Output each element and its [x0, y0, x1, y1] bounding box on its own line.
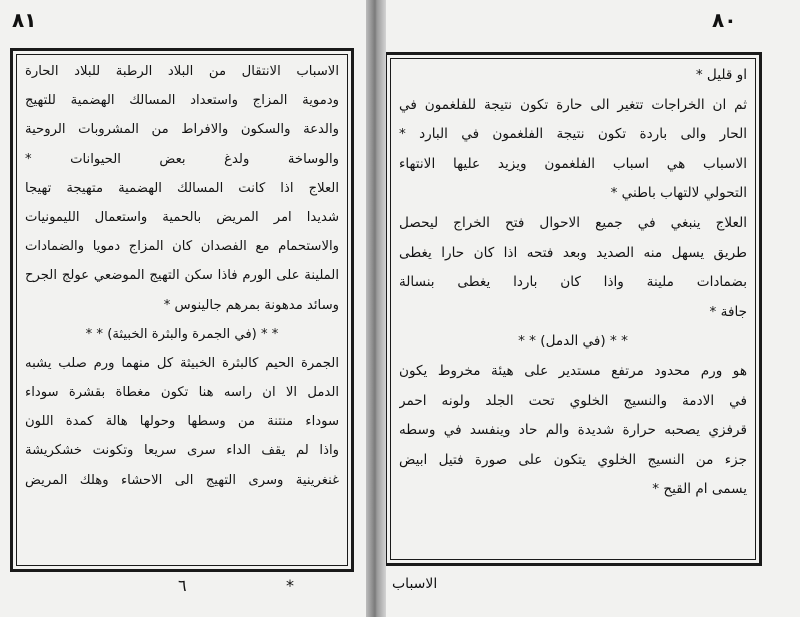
left-page [0, 0, 372, 617]
text-line: العلاج اذا كانت المسالك الهضمية متهيجة تهيجا [25, 180, 339, 196]
text-frame [384, 52, 762, 566]
text-line: في الادمة والنسيج الخلوي تحت الجلد ولونه احمر [399, 392, 747, 409]
text-block [25, 57, 339, 495]
page-number: ٨٠ [712, 8, 737, 32]
text-line: هو ورم محدود مرتفع مستدير على هيئة مخروط يكون [399, 362, 747, 379]
text-line: جافة * [709, 303, 747, 320]
text-line: الملينة على الورم فاذا سكن التهيج الموضعي عولج الجرح [25, 268, 339, 284]
text-line: ثم ان الخراجات تتغير الى حارة تكون نتيجة للفلغمون في [399, 96, 747, 113]
page-number: ٨١ [12, 8, 37, 32]
catchword: الاسباب [392, 576, 438, 592]
book-gutter [366, 0, 386, 617]
text-line: جزء من النسيج الخلوي يتكون على صورة فتيل ابيض [399, 451, 747, 468]
right-page [380, 0, 800, 617]
text-line: واذا لم يقف الداء سرى سريعا وتكونت خشكريشة [25, 443, 339, 459]
text-line: وسائد مدهونة بمرهم جالينوس * [163, 297, 339, 313]
text-line: التحولي لالتهاب باطني * [610, 185, 747, 202]
text-frame [10, 48, 354, 572]
footer-asterisk: * [286, 576, 294, 595]
text-line: والدعة والسكون والافراط من المشروبات الروحية [25, 122, 339, 138]
text-line: غنغرينية وسرى التهيج الى الاحشاء وهلك المريض [25, 472, 339, 488]
text-line: طريق يسهل منه الصديد وبعد فتحه اذا كان حارا يغطى [399, 244, 747, 261]
text-line: والوساخة ولدغ بعض الحيوانات * [25, 151, 339, 167]
text-line: الدمل الا ان راسه هنا تكون مغطاة بقشرة سوداء [25, 385, 339, 401]
signature-mark: ٦ [178, 576, 187, 595]
text-line: قرفزي يصحبه حرارة شديدة والم حاد وينفسد في وسطه [399, 422, 747, 439]
text-line: الجمرة الحيم كالبثرة الخبيثة كل منهما ورم صلب يشبه [25, 355, 339, 371]
text-line: الاسباب الانتقال من البلاد الرطبة للبلاد الحارة [25, 64, 339, 79]
text-line: او قليل * [695, 67, 747, 83]
text-line: يسمى ام القيح * [652, 481, 747, 498]
section-heading: * * (في الجمرة والبثرة الخبيثة) * * [85, 326, 279, 342]
text-line: العلاج ينبغي في جميع الاحوال فتح الخراج ليحصل [399, 214, 747, 231]
text-line: بضمادات ملينة واذا كان باردا يغطى بنسالة [399, 274, 747, 291]
text-line: سوداء منتنة من وسطها وحولها هالة كمدة اللون [25, 414, 339, 430]
text-line: الاسباب هي اسباب الفلغمون ويزيد عليها الانتهاء [399, 155, 747, 172]
section-heading: * * (في الدمل) * * [518, 333, 628, 350]
text-line: شديدا امر المريض بالحمية واستعمال الليمونيات [25, 209, 339, 225]
text-line: ودموية المزاج واستعداد المسالك الهضمية للتهيج [25, 93, 339, 109]
text-line: الحار والى باردة تكون نتيجة الفلغمون في البارد * [399, 126, 747, 143]
text-line: والاستحمام مع الفصدان كان المزاج دمويا والضمادات [25, 239, 339, 255]
text-block [399, 61, 747, 505]
